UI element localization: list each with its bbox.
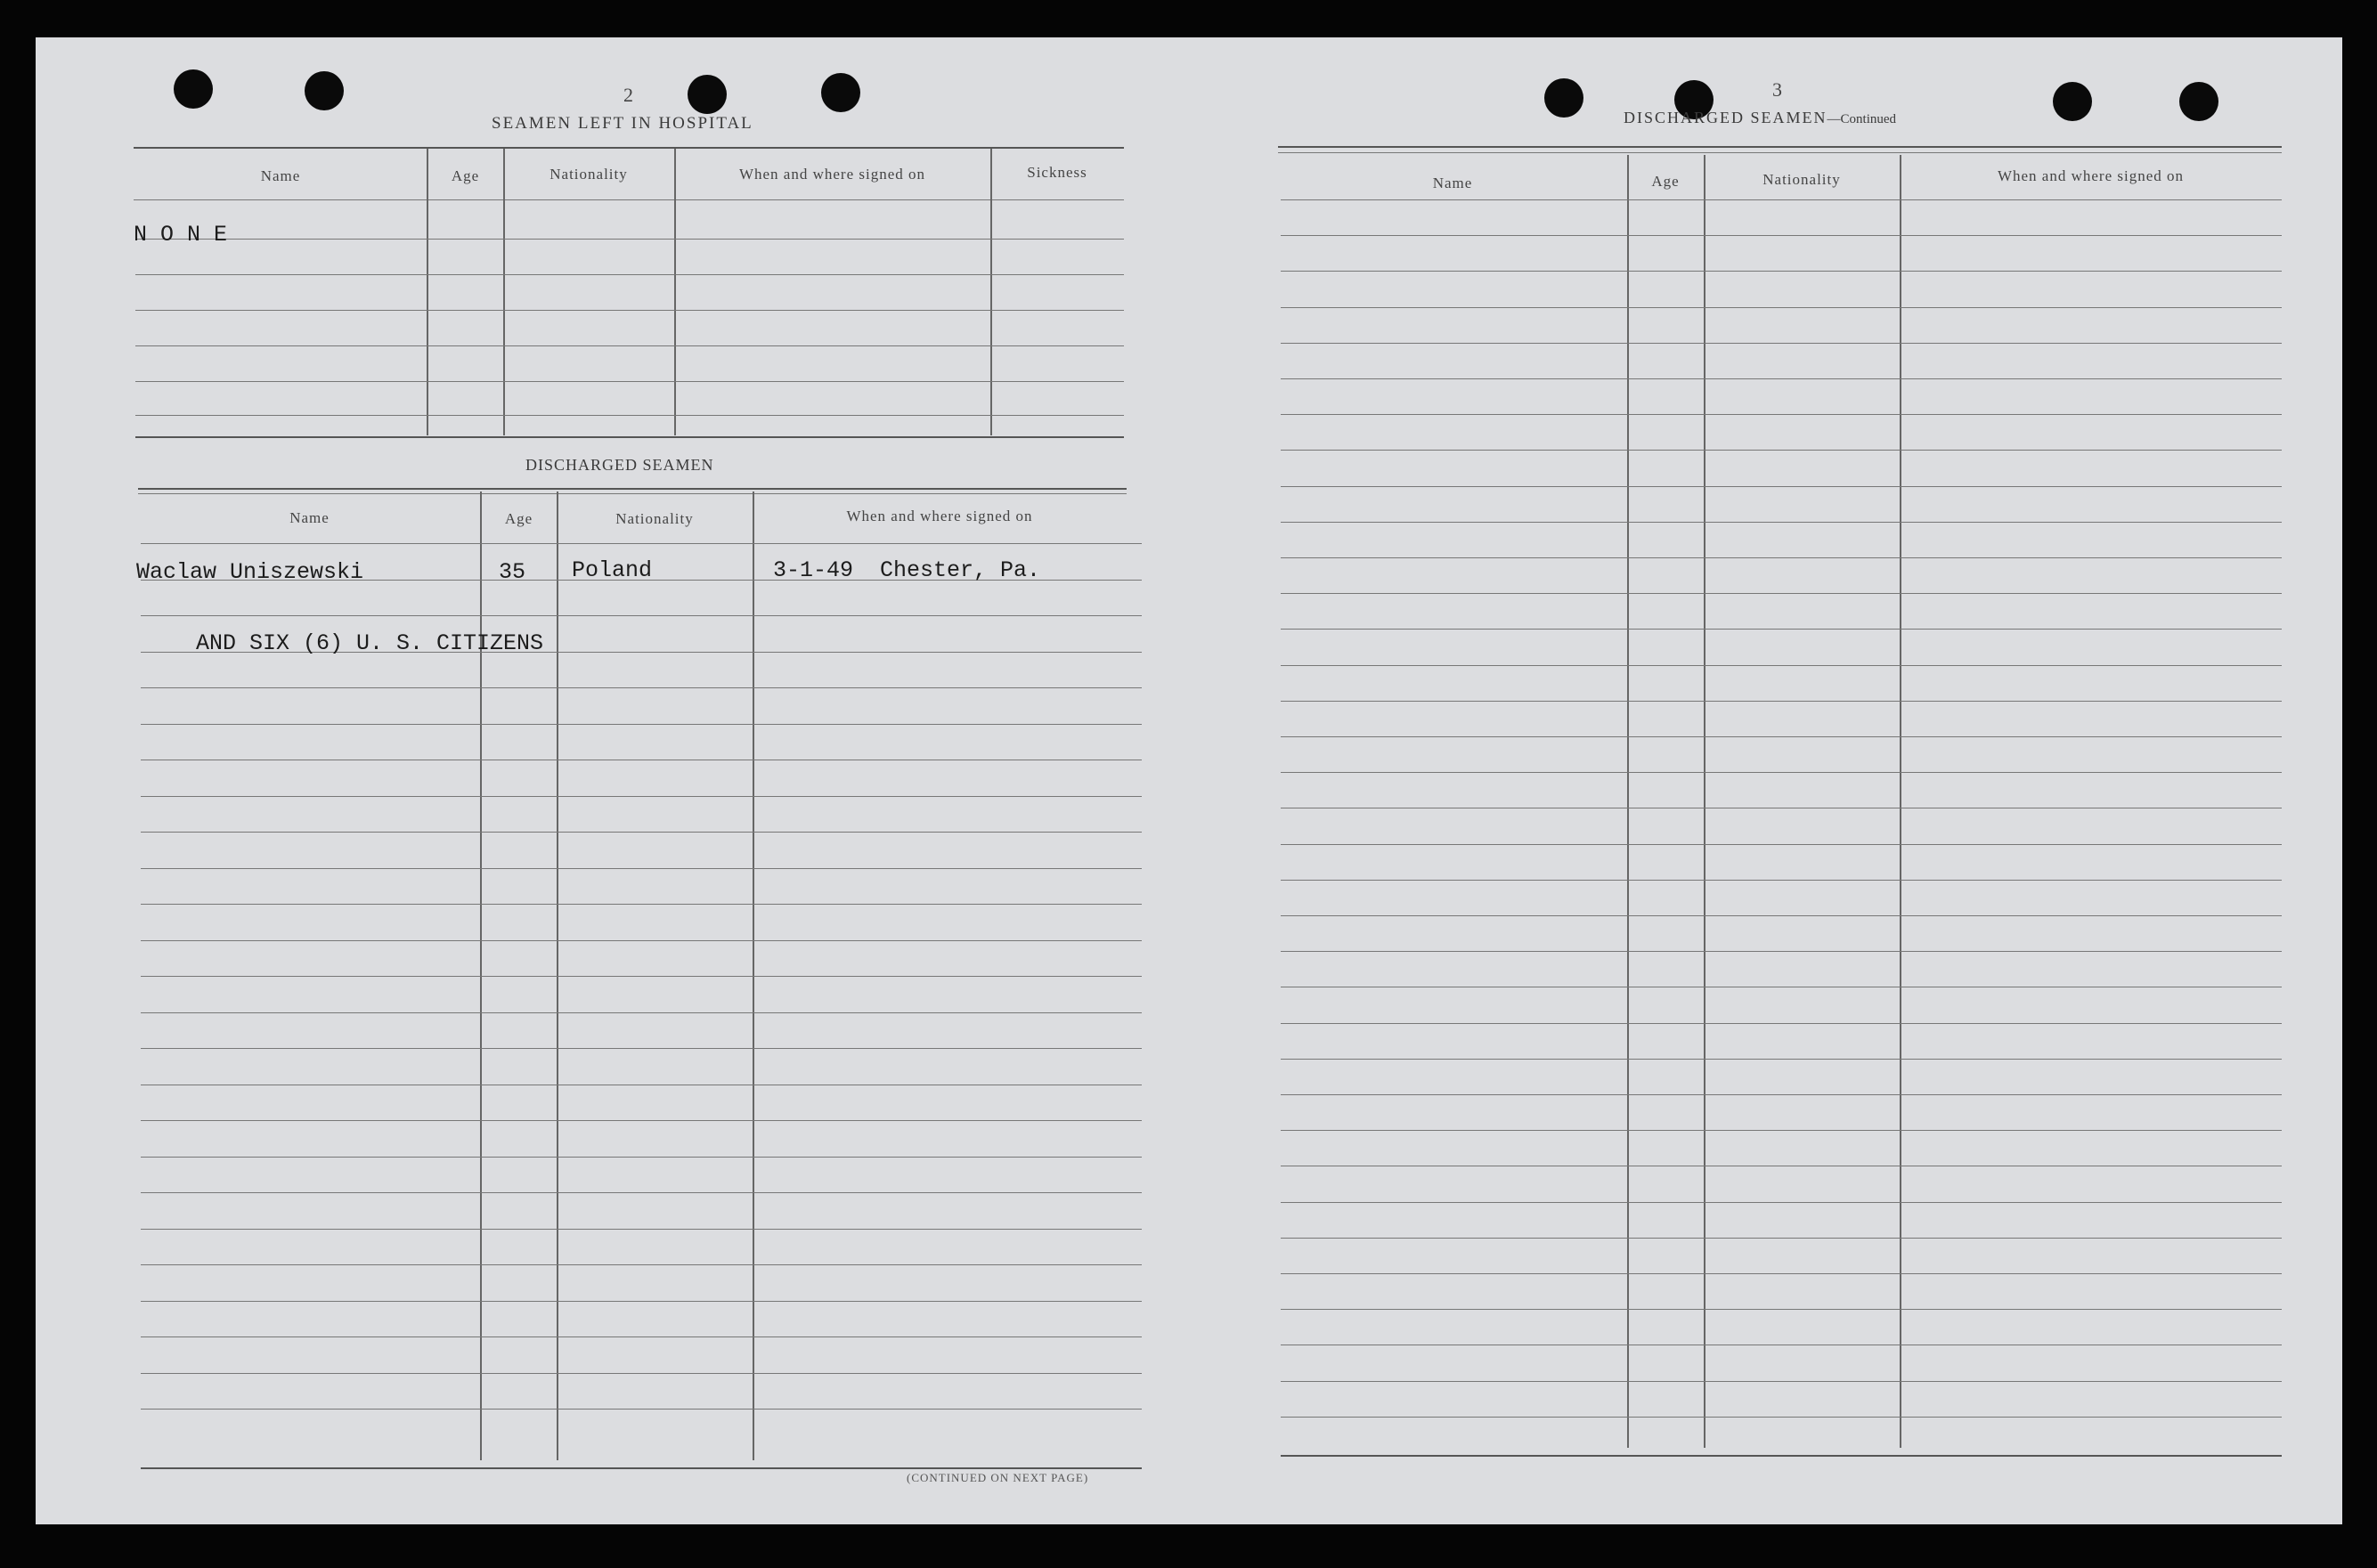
table-row-rule	[1281, 235, 2282, 236]
seaman-age: 35	[499, 559, 526, 585]
column-header: Nationality	[549, 166, 628, 183]
table-row-rule	[1281, 414, 2282, 415]
column-header: Sickness	[1027, 164, 1087, 181]
punch-hole	[821, 73, 860, 112]
table-top-rule	[1278, 152, 2282, 153]
table-row-rule	[141, 543, 1142, 544]
punch-hole	[2179, 82, 2218, 121]
table-row-rule	[1281, 557, 2282, 558]
table-top-rule	[134, 147, 1124, 149]
table-row-rule	[1281, 951, 2282, 952]
column-header: Name	[260, 167, 301, 184]
document-sheet	[36, 37, 2342, 1524]
table-row-rule	[1281, 915, 2282, 916]
table-row-rule	[1281, 1202, 2282, 1203]
column-divider	[503, 149, 505, 435]
page-number: 3	[1772, 78, 1782, 101]
hospital-section-title: SEAMEN LEFT IN HOSPITAL	[492, 114, 753, 133]
table-bottom-rule	[141, 1467, 1142, 1469]
punch-hole	[688, 75, 727, 114]
table-row-rule	[135, 345, 1124, 346]
column-divider	[1627, 155, 1629, 1448]
seaman-signed-on: 3-1-49 Chester, Pa.	[773, 557, 1041, 583]
table-row-rule	[1281, 1381, 2282, 1382]
column-header: Age	[504, 510, 533, 527]
table-row-rule	[141, 1229, 1142, 1230]
table-row-rule	[1281, 522, 2282, 523]
table-row-rule	[141, 1012, 1142, 1013]
table-row-rule	[1281, 665, 2282, 666]
table-row-rule	[1281, 844, 2282, 845]
table-row-rule	[1281, 199, 2282, 200]
table-row-rule	[141, 1048, 1142, 1049]
table-top-rule	[138, 493, 1127, 494]
column-header: Name	[1432, 175, 1473, 191]
punch-hole	[2053, 82, 2092, 121]
table-row-rule	[1281, 1059, 2282, 1060]
column-header: When and where signed on	[1997, 167, 2185, 184]
table-row-rule	[1281, 1273, 2282, 1274]
discharged-section-title: DISCHARGED SEAMEN	[525, 456, 714, 474]
column-header: Nationality	[1762, 171, 1841, 188]
table-row-rule	[1281, 1309, 2282, 1310]
table-row-rule	[141, 1409, 1142, 1410]
table-row-rule	[1281, 343, 2282, 344]
table-row-rule	[141, 615, 1142, 616]
column-divider	[1900, 155, 1901, 1448]
table-row-rule	[1281, 772, 2282, 773]
table-row-rule	[141, 1373, 1142, 1374]
column-header: Age	[451, 167, 480, 184]
column-header: When and where signed on	[846, 508, 1033, 524]
table-row-rule	[1281, 701, 2282, 702]
table-row-rule	[1281, 1417, 2282, 1418]
table-row-rule	[1281, 271, 2282, 272]
header-rule	[134, 199, 1124, 200]
table-row-rule	[135, 310, 1124, 311]
table-bottom-rule	[1281, 1455, 2282, 1457]
table-row-rule	[1281, 593, 2282, 594]
column-divider	[1704, 155, 1705, 1448]
punch-hole	[305, 71, 344, 110]
discharged-continued-title	[1624, 109, 1896, 127]
table-row-rule	[1281, 1023, 2282, 1024]
title-text: DISCHARGED SEAMEN	[1624, 109, 1828, 126]
table-row-rule	[135, 381, 1124, 382]
column-divider	[427, 149, 428, 435]
column-header: Name	[289, 509, 330, 526]
discharged-note: AND SIX (6) U. S. CITIZENS	[196, 630, 544, 656]
column-header: Nationality	[615, 510, 694, 527]
table-row-rule	[1281, 736, 2282, 737]
table-row-rule	[1281, 629, 2282, 630]
table-row-rule	[141, 1192, 1142, 1193]
column-divider	[990, 149, 992, 435]
table-row-rule	[141, 868, 1142, 869]
table-row-rule	[141, 940, 1142, 941]
seaman-name: Waclaw Uniszewski	[136, 559, 364, 585]
table-row-rule	[135, 274, 1124, 275]
punch-hole	[174, 69, 213, 109]
table-row-rule	[135, 415, 1124, 416]
column-divider	[674, 149, 676, 435]
table-row-rule	[141, 796, 1142, 797]
table-top-rule	[1278, 146, 2282, 148]
column-header: Age	[1651, 173, 1680, 190]
table-row-rule	[141, 976, 1142, 977]
table-row-rule	[1281, 486, 2282, 487]
table-bottom-rule	[135, 436, 1124, 438]
table-row-rule	[141, 1157, 1142, 1158]
table-row-rule	[141, 904, 1142, 905]
table-row-rule	[141, 1301, 1142, 1302]
table-row-rule	[141, 1264, 1142, 1265]
table-row-rule	[141, 724, 1142, 725]
table-row-rule	[141, 832, 1142, 833]
page-number: 2	[623, 84, 633, 106]
column-header: When and where signed on	[738, 166, 926, 183]
table-row-rule	[1281, 307, 2282, 308]
punch-hole	[1544, 78, 1583, 118]
table-row-rule	[141, 1336, 1142, 1337]
table-row-rule	[135, 239, 1124, 240]
table-row-rule	[1281, 880, 2282, 881]
continued-footer: (CONTINUED ON NEXT PAGE)	[907, 1471, 1089, 1484]
table-row-rule	[1281, 378, 2282, 379]
title-suffix: —Continued	[1827, 112, 1897, 126]
table-top-rule	[138, 488, 1127, 490]
seaman-nationality: Poland	[572, 557, 653, 583]
table-row-rule	[1281, 1094, 2282, 1095]
table-row-rule	[1281, 1238, 2282, 1239]
table-row-rule	[141, 687, 1142, 688]
table-row-rule	[141, 1120, 1142, 1121]
hospital-entry: N O N E	[134, 222, 228, 248]
table-row-rule	[1281, 450, 2282, 451]
table-row-rule	[1281, 1130, 2282, 1131]
